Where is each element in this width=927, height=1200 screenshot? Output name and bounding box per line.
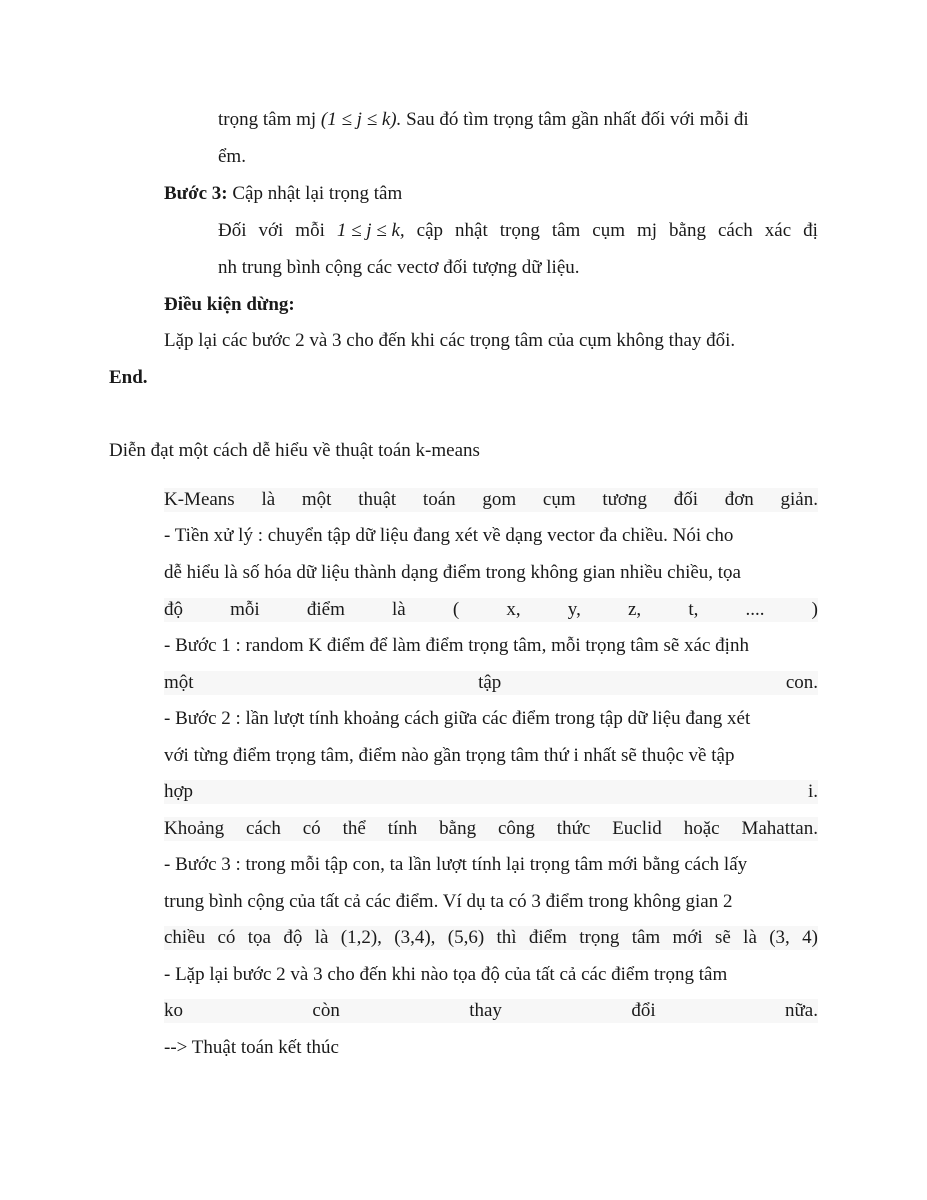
word: Euclid — [612, 818, 662, 839]
word: độ — [283, 927, 303, 948]
end-label: End. — [109, 367, 148, 388]
word: tập — [478, 672, 502, 693]
word: trọng — [499, 220, 540, 241]
text-fragment: Sau đó tìm trọng tâm gần nhất đối với mỗi đi — [401, 109, 749, 130]
word: trọng — [579, 927, 620, 948]
text-line: nh trung bình cộng các vectơ đối tượng dữ liệu. — [218, 257, 580, 278]
word: điểm — [306, 599, 345, 620]
word: thay — [469, 1000, 502, 1021]
text-line: dễ hiểu là số hóa dữ liệu thành dạng điểm trong không gian nhiều chiều, tọa — [164, 562, 741, 583]
word: ko — [164, 1000, 183, 1021]
text-line: - Bước 2 : lần lượt tính khoảng cách giữa các điểm trong tập dữ liệu đang xét — [164, 708, 751, 729]
word: chiều — [164, 927, 206, 948]
word: sẽ — [715, 927, 731, 948]
word: x, — [506, 599, 521, 620]
word: cụm — [592, 220, 626, 241]
word: z, — [627, 599, 642, 620]
word: (3, — [769, 927, 790, 948]
text-line: trung bình cộng của tất cả các điểm. Ví dụ ta có 3 điểm trong không gian 2 — [164, 891, 733, 912]
word: một — [164, 672, 194, 693]
text-line — [218, 108, 749, 132]
word: tọa — [247, 927, 271, 948]
justified-line — [164, 999, 818, 1023]
word: thức — [556, 818, 591, 839]
word: là — [743, 927, 757, 948]
word: mỗi — [295, 220, 325, 241]
word: giản. — [780, 489, 818, 510]
justified-line — [218, 219, 818, 243]
justified-line — [164, 780, 818, 804]
word: công — [497, 818, 535, 839]
word: tâm — [551, 220, 581, 241]
word: thuật — [358, 489, 397, 510]
word: bằng — [669, 220, 706, 241]
word: là — [261, 489, 276, 510]
word: mj — [637, 220, 658, 241]
word: 4) — [802, 927, 818, 948]
word: K-Means — [164, 489, 235, 510]
text-line: - Tiền xử lý : chuyển tập dữ liệu đang xét về dạng vector đa chiều. Nói cho — [164, 525, 734, 546]
word: y, — [567, 599, 581, 620]
word: là — [392, 599, 406, 620]
justified-line — [164, 598, 818, 622]
word: (5,6) — [447, 927, 485, 948]
stop-label: Điều kiện dừng: — [164, 294, 295, 315]
justified-line — [164, 817, 818, 841]
word: cách — [717, 220, 753, 241]
word: điểm — [528, 927, 567, 948]
word: Đối — [218, 220, 247, 241]
word: bằng — [439, 818, 477, 839]
section-heading: Diễn đạt một cách dễ hiểu về thuật toán k-means — [109, 440, 480, 461]
word: 1 ≤ j ≤ k, — [336, 220, 405, 241]
word: .... — [745, 599, 765, 620]
word: toán — [422, 489, 456, 510]
word: ( — [452, 599, 460, 620]
word: nhật — [455, 220, 488, 241]
word: tâm — [631, 927, 661, 948]
word: cụm — [542, 489, 576, 510]
word: tính — [387, 818, 418, 839]
word: một — [301, 489, 332, 510]
word: gom — [482, 489, 517, 510]
text-line: - Lặp lại bước 2 và 3 cho đến khi nào tọa độ của tất cả các điểm trọng tâm — [164, 964, 728, 985]
word: độ — [164, 599, 183, 620]
word: Mahattan. — [741, 818, 818, 839]
word: cách — [246, 818, 281, 839]
word: (3,4), — [394, 927, 436, 948]
word: đị — [803, 220, 818, 241]
word: (1,2), — [340, 927, 382, 948]
word: hoặc — [683, 818, 720, 839]
math-range: (1 ≤ j ≤ k). — [320, 109, 402, 130]
word: tương — [602, 489, 647, 510]
word: cập — [416, 220, 444, 241]
word: còn — [312, 1000, 340, 1021]
step3-text: Cập nhật lại trọng tâm — [227, 183, 403, 204]
word: hợp — [164, 781, 194, 802]
word: t, — [688, 599, 699, 620]
justified-line — [164, 671, 818, 695]
text-line: - Bước 3 : trong mỗi tập con, ta lần lượt tính lại trọng tâm mới bằng cách lấy — [164, 854, 748, 875]
word: mỗi — [230, 599, 260, 620]
text-line: --> Thuật toán kết thúc — [164, 1037, 339, 1058]
word: nữa. — [785, 1000, 818, 1021]
word: xác — [764, 220, 792, 241]
word: ) — [811, 599, 818, 620]
word: đổi — [631, 1000, 656, 1021]
justified-line — [164, 926, 818, 950]
text-line: - Bước 1 : random K điểm để làm điểm trọng tâm, mỗi trọng tâm sẽ xác định — [164, 635, 749, 656]
text-line: Lặp lại các bước 2 và 3 cho đến khi các trọng tâm của cụm không thay đổi. — [164, 330, 736, 351]
step3-heading — [164, 182, 402, 206]
word: đơn — [724, 489, 754, 510]
word: đối — [673, 489, 698, 510]
text-line: với từng điểm trọng tâm, điểm nào gần trọng tâm thứ i nhất sẽ thuộc về tập — [164, 745, 735, 766]
step3-label: Bước 3: — [164, 183, 228, 204]
word: thể — [342, 818, 366, 839]
justified-line — [164, 488, 818, 512]
word: mới — [672, 927, 703, 948]
stop-condition-heading — [164, 293, 295, 317]
word: có — [302, 818, 321, 839]
text-line: ểm. — [218, 146, 246, 167]
word: là — [314, 927, 329, 948]
word: con. — [785, 672, 818, 693]
text-fragment: trọng tâm mj — [218, 109, 321, 130]
word: với — [258, 220, 284, 241]
word: có — [217, 927, 236, 948]
word: i. — [807, 781, 818, 802]
word: Khoảng — [164, 818, 225, 839]
word: thì — [496, 927, 517, 948]
